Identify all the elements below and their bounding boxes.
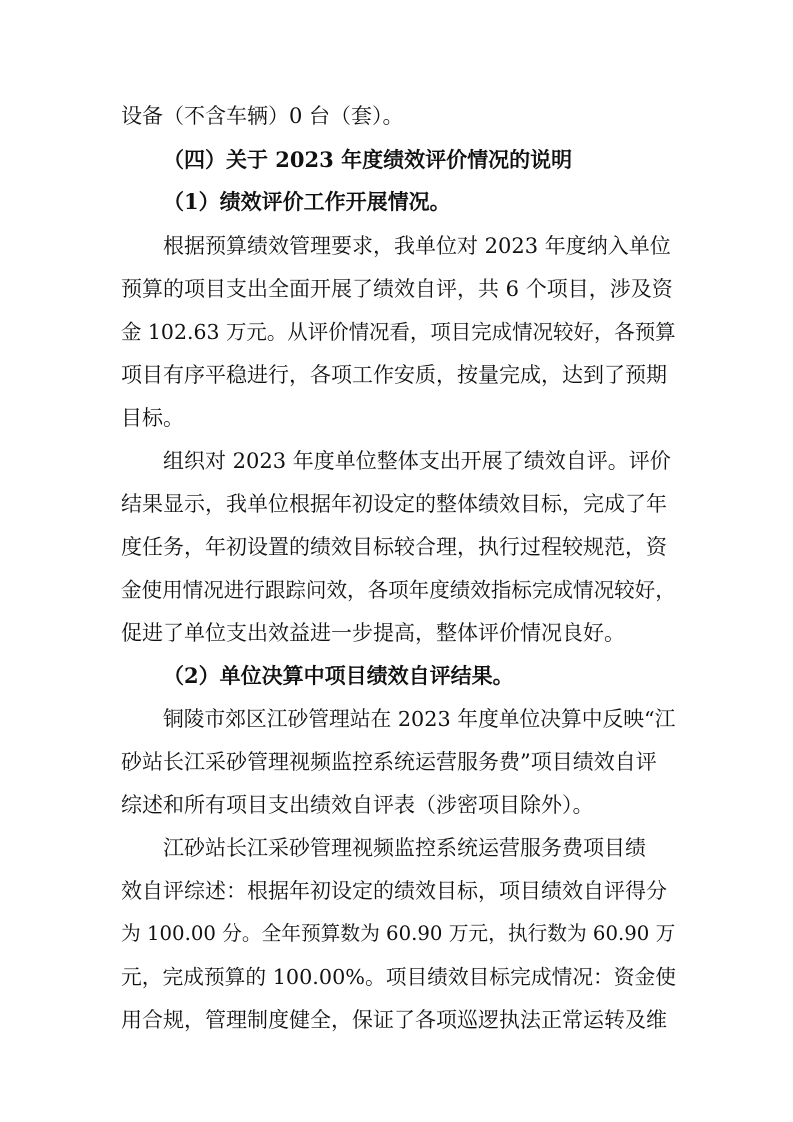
paragraph-line: 结果显示，我单位根据年初设定的整体绩效目标，完成了年 — [121, 492, 667, 516]
paragraph-line: 根据预算绩效管理要求，我单位对 2023 年度纳入单位 — [163, 234, 671, 258]
text-line-continuation: 设备（不含车辆）0 台（套）。 — [121, 104, 404, 128]
subsection-heading: （2）单位决算中项目绩效自评结果。 — [163, 663, 514, 688]
paragraph-line: 元，完成预算的 100.00%。项目绩效目标完成情况：资金使 — [121, 965, 676, 989]
paragraph-line: 为 100.00 分。全年预算数为 60.90 万元，执行数为 60.90 万 — [121, 922, 676, 945]
paragraph-line: 预算的项目支出全面开展了绩效自评，共 6 个项目，涉及资 — [121, 277, 673, 301]
paragraph-line: 金 102.63 万元。从评价情况看，项目完成情况较好，各预算 — [121, 320, 676, 344]
paragraph-line: 项目有序平稳进行，各项工作安质，按量完成，达到了预期 — [121, 363, 667, 387]
paragraph-line: 目标。 — [121, 406, 184, 430]
paragraph-line: 效自评综述：根据年初设定的绩效目标，项目绩效自评得分 — [121, 879, 667, 903]
paragraph-line: 金使用情况进行跟踪问效，各项年度绩效指标完成情况较好， — [121, 578, 676, 602]
paragraph-line: 综述和所有项目支出绩效自评表（涉密项目除外）。 — [121, 793, 594, 817]
paragraph-line: 促进了单位支出效益进一步提高，整体评价情况良好。 — [121, 621, 625, 645]
paragraph-line: 度任务，年初设置的绩效目标较合理，执行过程较规范，资 — [121, 535, 667, 559]
paragraph-line: 砂站长江采砂管理视频监控系统运营服务费”项目绩效自评 — [121, 750, 657, 774]
subsection-heading: （1）绩效评价工作开展情况。 — [163, 189, 451, 214]
paragraph-line: 江砂站长江采砂管理视频监控系统运营服务费项目绩 — [163, 836, 646, 860]
paragraph-line: 铜陵市郊区江砂管理站在 2023 年度单位决算中反映“江 — [163, 707, 676, 731]
section-heading: （四）关于 2023 年度绩效评价情况的说明 — [163, 147, 573, 172]
paragraph-line: 组织对 2023 年度单位整体支出开展了绩效自评。评价 — [163, 449, 671, 473]
paragraph-line: 用合规，管理制度健全，保证了各项巡逻执法正常运转及维 — [121, 1008, 667, 1032]
